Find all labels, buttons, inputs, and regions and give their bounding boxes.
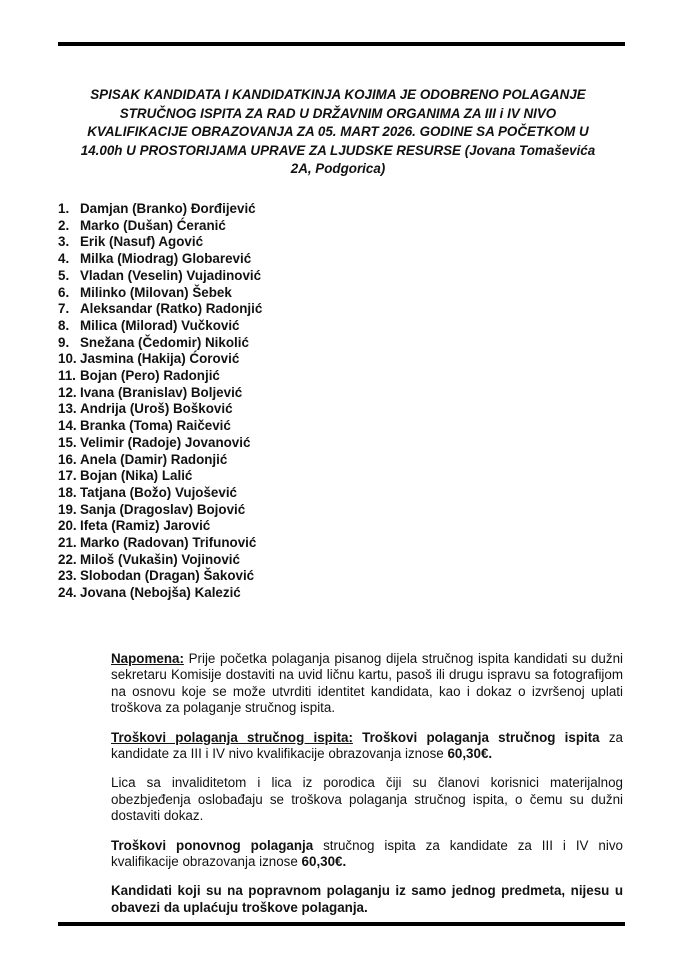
list-item: 16. Anela (Damir) Radonjić [58, 451, 228, 467]
list-item: 21. Marko (Radovan) Trifunović [58, 535, 257, 551]
list-item: 17. Bojan (Nika) Lalić [58, 468, 193, 484]
list-item: 19. Sanja (Dragoslav) Bojović [58, 501, 246, 517]
list-item: 1. Damjan (Branko) Đorđijević [58, 201, 256, 216]
list-item: 20. Ifeta (Ramiz) Jarović [58, 518, 211, 534]
list-item: 4. Milka (Miodrag) Globarević [58, 251, 252, 267]
list-item: 15. Velimir (Radoje) Jovanović [58, 434, 251, 450]
list-item: 5. Vladan (Veselin) Vujadinović [58, 267, 262, 283]
fees-label: Troškovi polaganja stručnog ispita: [111, 729, 353, 745]
notes-section [111, 651, 623, 929]
title-line: SPISAK KANDIDATA I KANDIDATKINJA KOJIMA JE ODOBRENO POLAGANJE [90, 87, 586, 102]
bottom-divider [58, 922, 625, 926]
list-item: 3. Erik (Nasuf) Agović [58, 234, 204, 250]
list-item: 8. Milica (Milorad) Vučković [58, 317, 240, 333]
top-divider [58, 42, 625, 46]
list-item: 10. Jasmina (Hakija) Ćorović [58, 351, 240, 367]
list-item: 24. Jovana (Nebojša) Kalezić [58, 585, 241, 601]
title-line: STRUČNOG ISPITA ZA RAD U DRŽAVNIM ORGANIMA ZA III i IV NIVO [119, 105, 557, 121]
list-item: 11. Bojan (Pero) Radonjić [58, 368, 220, 384]
list-item: 18. Tatjana (Božo) Vujošević [58, 484, 237, 500]
list-item: 12. Ivana (Branislav) Boljević [58, 384, 243, 400]
candidate-list [58, 201, 262, 602]
list-item: 22. Miloš (Vukašin) Vojinović [58, 551, 240, 567]
list-item: 2. Marko (Dušan) Ćeranić [58, 217, 226, 233]
list-item: 7. Aleksandar (Ratko) Radonjić [58, 301, 263, 317]
list-item: 23. Slobodan (Dragan) Šaković [58, 568, 255, 584]
fee-amount: 60,30€. [447, 746, 493, 762]
exemption-paragraph: Lica sa invaliditetom i lica iz porodica čiji su članovi korisnici materijalnog obezbjeđenja oslobađaju se troškova polaganja stručnog ispita, o čemu su dužni dostaviti dokaz. [111, 775, 623, 824]
retake-fee-amount: 60,30€. [301, 854, 347, 870]
title-line: 2A, Podgorica) [290, 161, 386, 176]
document-title [52, 86, 624, 179]
title-line: 14.00h U PROSTORIJAMA UPRAVE ZA LJUDSKE RESURSE (Jovana Tomaševića [80, 142, 596, 158]
napomena-paragraph: Napomena: Prije početka polaganja pisanog dijela stručnog ispita kandidati su dužni sekretaru Komisije dostaviti na uvid ličnu kartu, pasoš ili drugu ispravu sa fotografijom na osnovu koje se može utvrditi identitet kandidata, kao i dokaz o izvršenoj uplati troškova za polaganje stručnog ispita. [111, 651, 623, 716]
napomena-label: Napomena: [111, 651, 184, 666]
list-item: 13. Andrija (Uroš) Bošković [58, 401, 233, 417]
makeup-exam-paragraph: Kandidati koji su na popravnom polaganju iz samo jednog predmeta, nijesu u obavezi da uplaćuju troškove polaganja. [111, 883, 623, 915]
list-item: 9. Snežana (Čedomir) Nikolić [58, 334, 249, 350]
title-line: KVALIFIKACIJE OBRAZOVANJA ZA 05. MART 2026. GODINE SA POČETKOM U [87, 124, 589, 139]
fees-paragraph: Troškovi polaganja stručnog ispita: Troškovi polaganja stručnog ispita za kandidate za III i IV nivo kvalifikacije obrazovanja iznose 60,30€. [111, 729, 623, 762]
list-item: 6. Milinko (Milovan) Šebek [58, 284, 232, 300]
list-item: 14. Branka (Toma) Raičević [58, 418, 231, 434]
retake-fees-paragraph: Troškovi ponovnog polaganja stručnog ispita za kandidate za III i IV nivo kvalifikacije obrazovanja iznose 60,30€. [111, 837, 623, 870]
